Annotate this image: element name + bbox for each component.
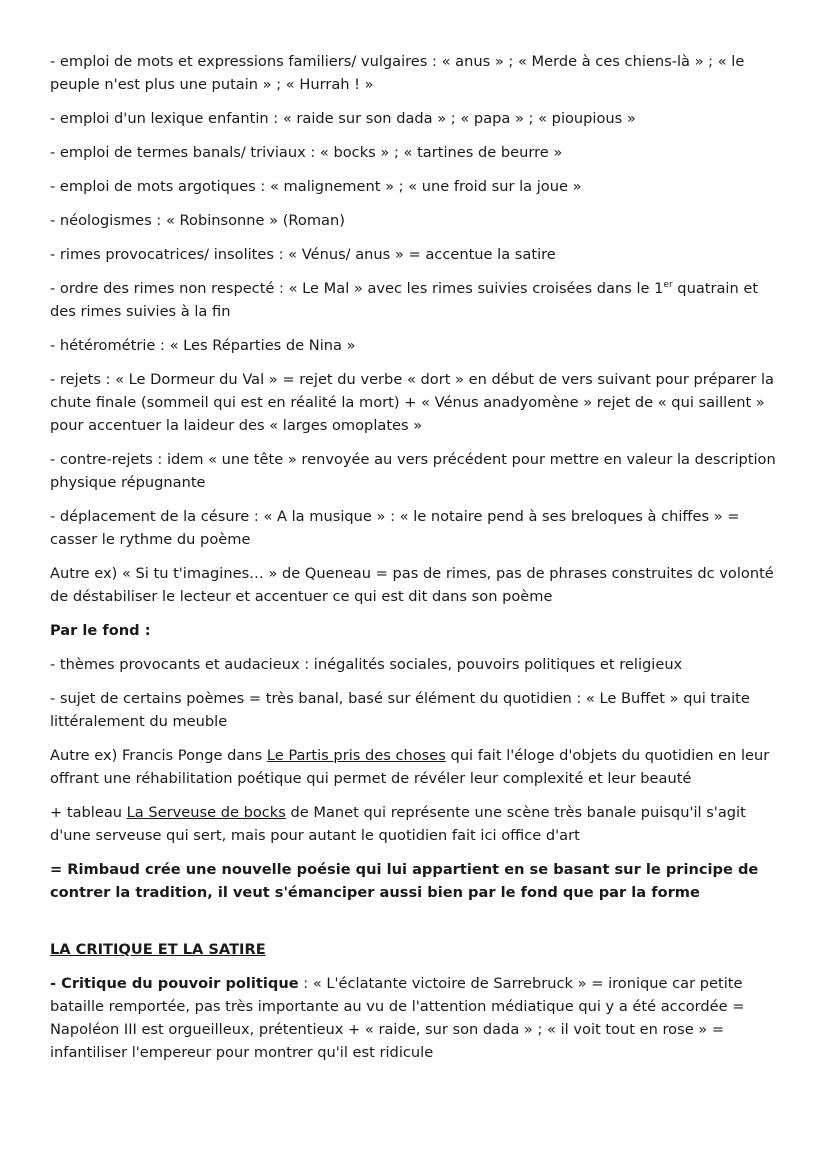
- paragraph-conclusion: = Rimbaud crée une nouvelle poésie qui lui appartient en se basant sur le principe de contrer la tradition, il veut s'émanciper aussi bien par le fond que par la forme: [50, 861, 759, 901]
- paragraph-ponge-example: [50, 744, 778, 790]
- rhyme-order-text-end: quatrain et des rimes suivies à la fin: [50, 280, 759, 320]
- paragraph-rejets: - rejets : « Le Dormeur du Val » = rejet du verbe « dort » en début de vers suivant pour préparer la chute finale (sommeil qui est en réalité la mort) + « Vénus anadyomène » rejet de « qui saillent » pour accentuer la laideur des « larges omoplates »: [50, 371, 774, 434]
- paragraph-manet-example: [50, 801, 778, 847]
- political-critique-text: : « L'éclatante victoire de Sarrebruck » = ironique car petite bataille remportée, pas très importante au vu de l'attention médiatique qui y a été accordée = Napoléon III est orgueilleux, prétentieux + « raide, sur son dada » ; « il voit tout en rose » = infantiliser l'empereur pour montrer qu'il est ridicule: [50, 975, 745, 1061]
- paragraph-provocative-rhymes: - rimes provocatrices/ insolites : « Vénus/ anus » = accentue la satire: [50, 246, 556, 263]
- paragraph-slang-words: - emploi de mots argotiques : « malignement » ; « une froid sur la joue »: [50, 178, 582, 195]
- paragraph-contre-rejets: - contre-rejets : idem « une tête » renvoyée au vers précédent pour mettre en valeur la description physique répugnante: [50, 451, 776, 491]
- superscript-er: er: [663, 280, 673, 291]
- paragraph-neologisms: - néologismes : « Robinsonne » (Roman): [50, 212, 345, 229]
- paragraph-political-critique: [50, 972, 778, 1064]
- paragraph-banal-subjects: - sujet de certains poèmes = très banal, basé sur élément du quotidien : « Le Buffet » qui traite littéralement du meuble: [50, 690, 750, 730]
- section-title-fond: Par le fond :: [50, 622, 151, 639]
- ponge-text-start: Autre ex) Francis Ponge dans: [50, 747, 267, 764]
- paragraph-heterometry: - hétérométrie : « Les Réparties de Nina »: [50, 337, 356, 354]
- paragraph-familiar-words: - emploi de mots et expressions familiers/ vulgaires : « anus » ; « Merde à ces chiens-là » ; « le peuple n'est plus une putain » ; « Hurrah ! »: [50, 53, 745, 93]
- paragraph-cesure: - déplacement de la césure : « A la musique » : « le notaire pend à ses breloques à chiffes » = casser le rythme du poème: [50, 508, 740, 548]
- paragraph-rhyme-order: [50, 277, 778, 323]
- section-heading-critique-satire: LA CRITIQUE ET LA SATIRE: [50, 941, 266, 958]
- political-critique-label: - Critique du pouvoir politique: [50, 975, 299, 992]
- paragraph-queneau-example: Autre ex) « Si tu t'imagines… » de Queneau = pas de rimes, pas de phrases construites dc volonté de déstabiliser le lecteur et accentuer ce qui est dit dans son poème: [50, 565, 774, 605]
- paragraph-provocative-themes: - thèmes provocants et audacieux : inégalités sociales, pouvoirs politiques et religieux: [50, 656, 683, 673]
- manet-text-end: de Manet qui représente une scène très banale puisqu'il s'agit d'une serveuse qui sert, mais pour autant le quotidien fait ici office d'art: [50, 804, 746, 844]
- paragraph-trivial-terms: - emploi de termes banals/ triviaux : « bocks » ; « tartines de beurre »: [50, 144, 563, 161]
- rhyme-order-text: - ordre des rimes non respecté : « Le Mal » avec les rimes suivies croisées dans le 1: [50, 280, 664, 297]
- paragraph-childish-lexicon: - emploi d'un lexique enfantin : « raide sur son dada » ; « papa » ; « pioupious »: [50, 110, 636, 127]
- ponge-text-end: qui fait l'éloge d'objets du quotidien en leur offrant une réhabilitation poétique qui permet de révéler leur complexité et leur beauté: [50, 747, 770, 787]
- document-page: [50, 50, 778, 1075]
- ponge-book-title: Le Partis pris des choses: [266, 747, 446, 764]
- manet-painting-title: La Serveuse de bocks: [126, 804, 286, 821]
- manet-text-start: + tableau: [50, 804, 127, 821]
